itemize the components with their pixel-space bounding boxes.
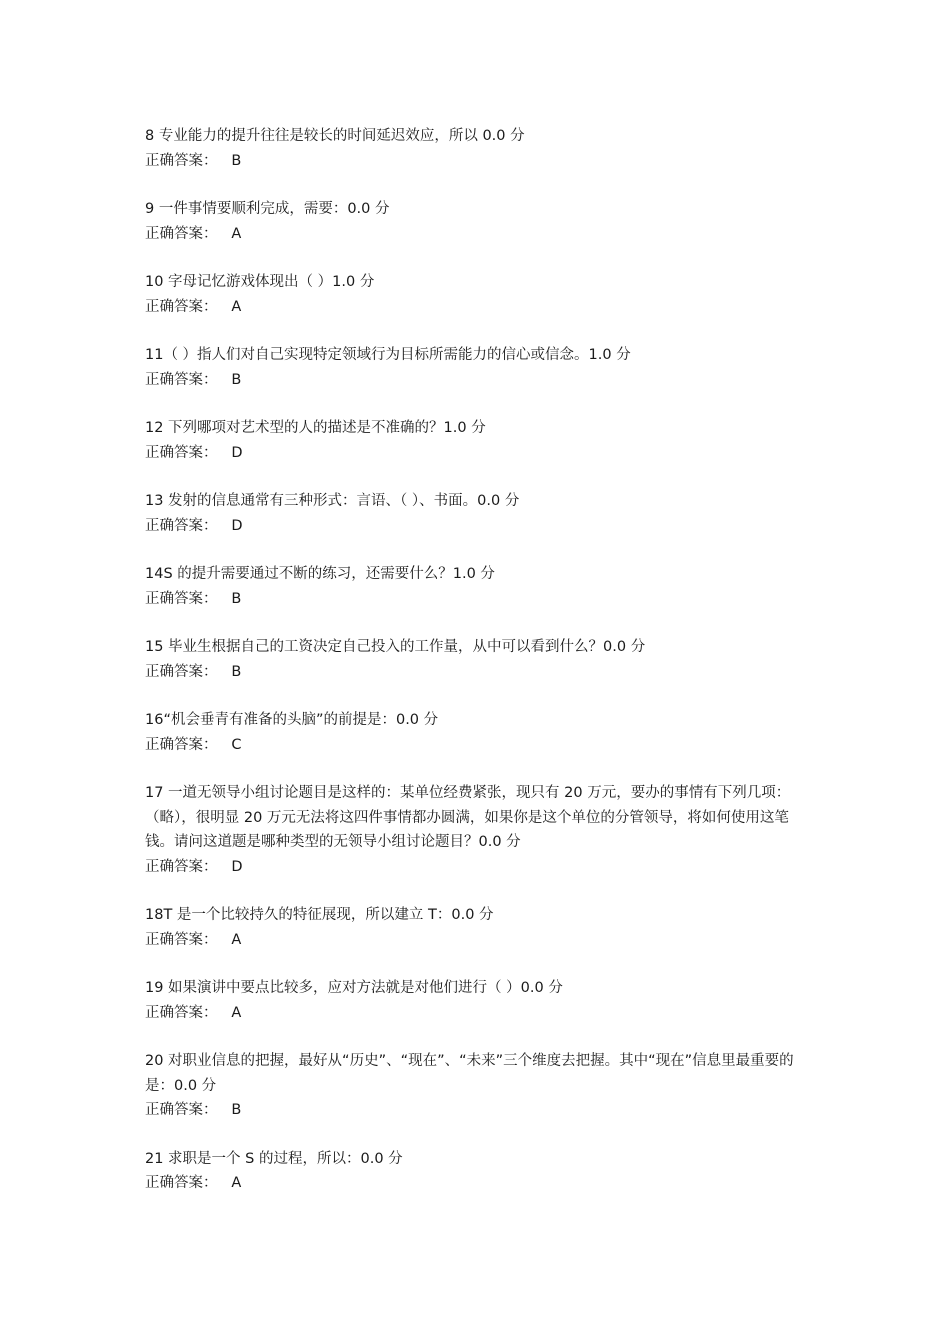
document-page (145, 124, 815, 1220)
answer-value: B (231, 590, 242, 607)
answer-label: 正确答案： (145, 298, 218, 315)
answer-value: B (231, 152, 242, 169)
answer-value: B (231, 1102, 242, 1118)
question-item (145, 976, 815, 1025)
answer-value: A (231, 931, 242, 948)
answer-line (145, 928, 815, 953)
answer-line (145, 1001, 815, 1026)
question-text: 16“机会垂青有准备的头脑”的前提是：0.0 分 (145, 712, 439, 728)
answer-label: 正确答案： (145, 736, 218, 753)
answer-value: D (231, 444, 243, 461)
question-text: 12 下列哪项对艺术型的人的描述是不准确的？1.0 分 (145, 420, 486, 436)
answer-line (145, 855, 815, 880)
answer-value: D (231, 858, 243, 875)
answer-line (145, 1171, 815, 1196)
answer-line (145, 441, 815, 466)
question-item (145, 562, 815, 611)
answer-line (145, 295, 815, 320)
question-text: 18T 是一个比较持久的特征展现，所以建立 T：0.0 分 (145, 907, 494, 923)
question-text: 19 如果演讲中要点比较多，应对方法就是对他们进行（ ）0.0 分 (145, 980, 563, 996)
answer-label: 正确答案： (145, 1102, 218, 1118)
question-item (145, 489, 815, 538)
question-text: 8 专业能力的提升往往是较长的时间延迟效应，所以 0.0 分 (145, 128, 525, 144)
question-text: 9 一件事情要顺利完成，需要：0.0 分 (145, 201, 390, 217)
question-item (145, 197, 815, 246)
answer-value: B (231, 663, 242, 680)
question-text: 14S 的提升需要通过不断的练习，还需要什么？1.0 分 (145, 566, 495, 582)
answer-label: 正确答案： (145, 152, 218, 169)
answer-line (145, 660, 815, 685)
answer-label: 正确答案： (145, 931, 218, 948)
answer-value: A (231, 1175, 242, 1191)
question-item (145, 270, 815, 319)
answer-value: C (231, 736, 242, 753)
answer-line (145, 733, 815, 758)
answer-label: 正确答案： (145, 1004, 218, 1021)
answer-value: B (231, 371, 242, 388)
question-item (145, 1147, 815, 1196)
answer-value: A (231, 1004, 242, 1021)
answer-line (145, 149, 815, 174)
answer-line (145, 222, 815, 247)
question-item (145, 343, 815, 392)
answer-label: 正确答案： (145, 444, 218, 461)
question-text: 20 对职业信息的把握，最好从“历史”、“现在”、“未来”三个维度去把握。其中“现在”信息里最重要的是：0.0 分 (145, 1053, 794, 1094)
answer-label: 正确答案： (145, 590, 218, 607)
answer-label: 正确答案： (145, 517, 218, 534)
answer-label: 正确答案： (145, 225, 218, 242)
question-text: 13 发射的信息通常有三种形式：言语、（ ）、书面。0.0 分 (145, 493, 520, 509)
question-item (145, 708, 815, 757)
question-item (145, 635, 815, 684)
question-text: 17 一道无领导小组讨论题目是这样的：某单位经费紧张，现只有 20 万元，要办的事情有下列几项：（略），很明显 20 万元无法将这四件事情都办圆满，如果你是这个单位的分管领导，将如何使用这笔钱。请问这道题是哪种类型的无领导小组讨论题目？0.0 分 (145, 785, 791, 850)
answer-line (145, 587, 815, 612)
question-item (145, 781, 815, 879)
answer-line (145, 514, 815, 539)
answer-line (145, 368, 815, 393)
answer-value: A (231, 225, 242, 242)
question-item (145, 124, 815, 173)
answer-label: 正确答案： (145, 858, 218, 875)
question-item (145, 1049, 815, 1123)
answer-value: D (231, 517, 243, 534)
question-text: 10 字母记忆游戏体现出（ ）1.0 分 (145, 274, 375, 290)
question-text: 21 求职是一个 S 的过程，所以：0.0 分 (145, 1150, 403, 1167)
answer-label: 正确答案： (145, 1175, 218, 1191)
answer-label: 正确答案： (145, 371, 218, 388)
question-text: 15 毕业生根据自己的工资决定自己投入的工作量，从中可以看到什么？0.0 分 (145, 639, 646, 655)
question-text: 11（ ）指人们对自己实现特定领域行为目标所需能力的信心或信念。1.0 分 (145, 347, 631, 363)
question-item (145, 903, 815, 952)
answer-label: 正确答案： (145, 663, 218, 680)
answer-value: A (231, 298, 242, 315)
question-item (145, 416, 815, 465)
answer-line (145, 1098, 815, 1123)
